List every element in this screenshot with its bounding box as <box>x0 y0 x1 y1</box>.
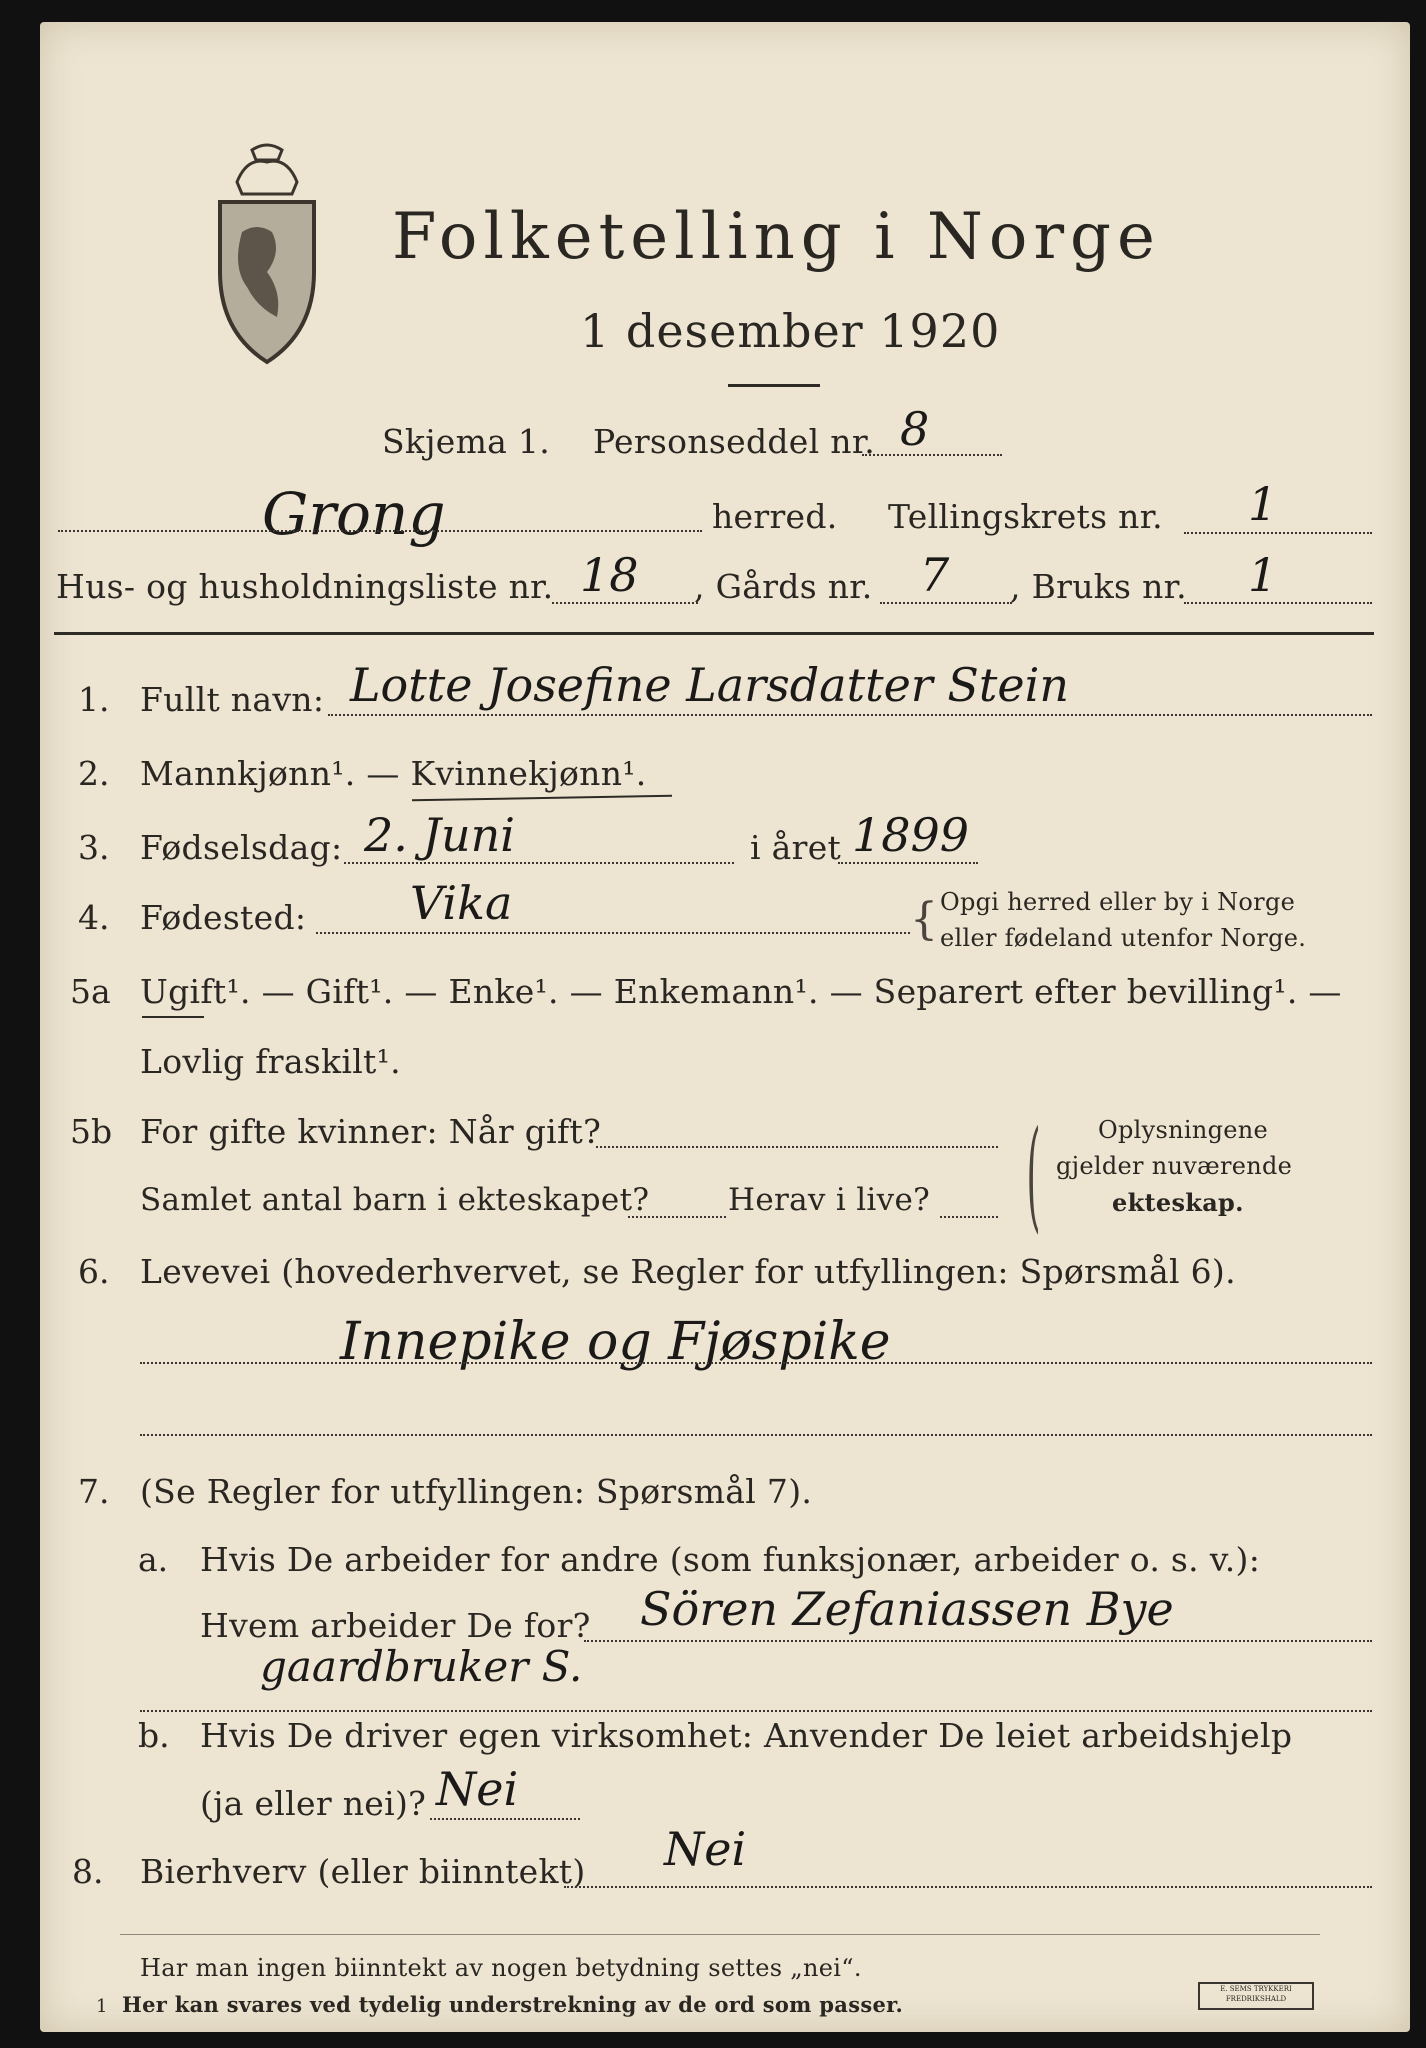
printer-stamp: E. SEMS TRYKKERI FREDRIKSHALD <box>1198 1982 1314 2010</box>
gender-options: Mannkjønn¹. — Kvinnekjønn¹. <box>140 754 647 793</box>
q6-label: Levevei (hovederhvervet, se Regler for utfyllingen: Spørsmål 6). <box>140 1252 1236 1291</box>
children-total-label: Samlet antal barn i ekteskapet? <box>140 1182 650 1218</box>
header-divider <box>54 632 1374 635</box>
q7-number: 7. <box>78 1472 110 1511</box>
footer-divider <box>120 1934 1320 1935</box>
q5b-number: 5b <box>70 1112 113 1151</box>
hus-field[interactable]: 18 <box>580 548 639 602</box>
footnote-number: 1 <box>96 1996 108 2017</box>
census-form: Folketelling i Norge 1 desember 1920 Skjema 1. Personseddel nr. 8 Grong herred. Tellingskrets nr. 1 Hus- og husholdningsliste nr. 18 , Gårds nr. 7 , Bruks nr. 1 1. Fullt navn: Lotte Josefine Larsdatter Stein 2. Mannkjønn¹. — Kvinnekjønn¹. 3. Fødselsdag: 2. Juni i året 1899 4. Fødested: Vika { Opgi herred eller by i Norge eller fødeland utenfor Norge. 5a Ugift¹. — Gift¹. — Enke¹. — Enkemann¹. — Separert efter bevilling¹. — Lovlig fraskilt¹. 5b For gifte kvinner: Når gift? Samlet antal barn i ekteskapet? Herav i live? ( Oplysningene gjelder nuværende ekteskap. 6. Levevei (hovederhvervet, se Regler for utfyllingen: Spørsmål 6). Innepike og Fjøspike 7. (Se Regler for utfyllingen: Spørsmål 7). a. Hvis De arbeider for andre (som funksjonær, arbeider o. s. v.): Hvem arbeider De for? Sören Zefaniassen Bye gaardbruker S. b. Hvis De driver egen virksomhet: Anvender De leiet arbeidshjelp (ja eller nei)? Nei 8. Bierhverv (eller biinntekt) Nei Har man ingen biinntekt av nogen betydning settes „nei“. 1 Her kan svares ved tydelig understrekning av de ord som passer. E. SEMS TRYKKERI FREDRIKSHALD <box>40 22 1410 2032</box>
gender-underline <box>412 795 672 802</box>
gards-field[interactable]: 7 <box>920 548 950 602</box>
q4-number: 4. <box>78 898 110 937</box>
q3-label: Fødselsdag: <box>140 828 343 867</box>
q6-number: 6. <box>78 1252 110 1291</box>
birthdate-field[interactable]: 2. Juni <box>364 808 515 862</box>
marriage-note-2: gjelder nuværende <box>1056 1152 1293 1180</box>
q1-label: Fullt navn: <box>140 680 325 719</box>
marriage-note-1: Oplysningene <box>1098 1116 1269 1144</box>
q1-number: 1. <box>78 680 110 719</box>
ugift-underline <box>142 1016 204 1018</box>
title-divider <box>728 384 820 387</box>
personseddel-label: Personseddel nr. <box>593 422 876 461</box>
footnote: Her kan svares ved tydelig understrekning av de ord som passer. <box>122 1992 904 2017</box>
birthplace-note-2: eller fødeland utenfor Norge. <box>940 924 1307 952</box>
q8-number: 8. <box>72 1852 104 1891</box>
hus-label: Hus- og husholdningsliste nr. <box>56 567 554 606</box>
full-name-field[interactable]: Lotte Josefine Larsdatter Stein <box>350 658 1069 712</box>
bruks-field[interactable]: 1 <box>1248 548 1278 602</box>
q7a-line2: Hvem arbeider De for? <box>200 1606 591 1645</box>
birthplace-note-1: Opgi herred eller by i Norge <box>940 888 1296 916</box>
q4-label: Fødested: <box>140 898 307 937</box>
children-alive-label: Herav i live? <box>728 1182 931 1218</box>
coat-of-arms-icon <box>212 142 322 372</box>
tellingskrets-label: Tellingskrets nr. <box>888 497 1163 536</box>
herred-label: herred. <box>712 497 838 536</box>
gards-label: , Gårds nr. <box>694 567 873 606</box>
census-date: 1 desember 1920 <box>580 304 1001 358</box>
employer-field-2[interactable]: gaardbruker S. <box>260 1642 583 1691</box>
bruks-label: , Bruks nr. <box>1010 567 1187 606</box>
q7a-letter: a. <box>138 1540 169 1579</box>
herred-field[interactable]: Grong <box>262 480 446 548</box>
q5a-number: 5a <box>70 972 111 1011</box>
side-income-field[interactable]: Nei <box>664 1822 747 1876</box>
married-women-label: For gifte kvinner: Når gift? <box>140 1112 602 1151</box>
tellingskrets-field[interactable]: 1 <box>1248 477 1278 531</box>
birthplace-field[interactable]: Vika <box>410 876 513 930</box>
skjema-label: Skjema 1. <box>382 422 551 461</box>
q7a-line1: Hvis De arbeider for andre (som funksjonær, arbeider o. s. v.): <box>200 1540 1261 1579</box>
q8-label: Bierhverv (eller biinntekt) <box>140 1852 586 1891</box>
hired-help-field[interactable]: Nei <box>436 1762 519 1816</box>
q7-label: (Se Regler for utfyllingen: Spørsmål 7). <box>140 1472 813 1511</box>
marriage-note-3: ekteskap. <box>1112 1188 1244 1217</box>
footer-note: Har man ingen biinntekt av nogen betydning settes „nei“. <box>140 1954 862 1982</box>
marital-status-options: Ugift¹. — Gift¹. — Enke¹. — Enkemann¹. — Separert efter bevilling¹. — <box>140 972 1342 1011</box>
form-title: Folketelling i Norge <box>392 200 1161 274</box>
marital-status-options-2: Lovlig fraskilt¹. <box>140 1042 401 1081</box>
birthyear-field[interactable]: 1899 <box>852 808 970 862</box>
q7b-letter: b. <box>138 1716 170 1755</box>
q7b-line1: Hvis De driver egen virksomhet: Anvender De leiet arbeidshjelp <box>200 1716 1293 1755</box>
personseddel-field[interactable]: 8 <box>900 402 930 456</box>
q7b-line2: (ja eller nei)? <box>200 1784 427 1823</box>
q2-number: 2. <box>78 754 110 793</box>
year-label: i året <box>750 828 842 867</box>
occupation-field[interactable]: Innepike og Fjøspike <box>340 1312 891 1372</box>
q3-number: 3. <box>78 828 110 867</box>
employer-field[interactable]: Sören Zefaniassen Bye <box>640 1582 1174 1636</box>
